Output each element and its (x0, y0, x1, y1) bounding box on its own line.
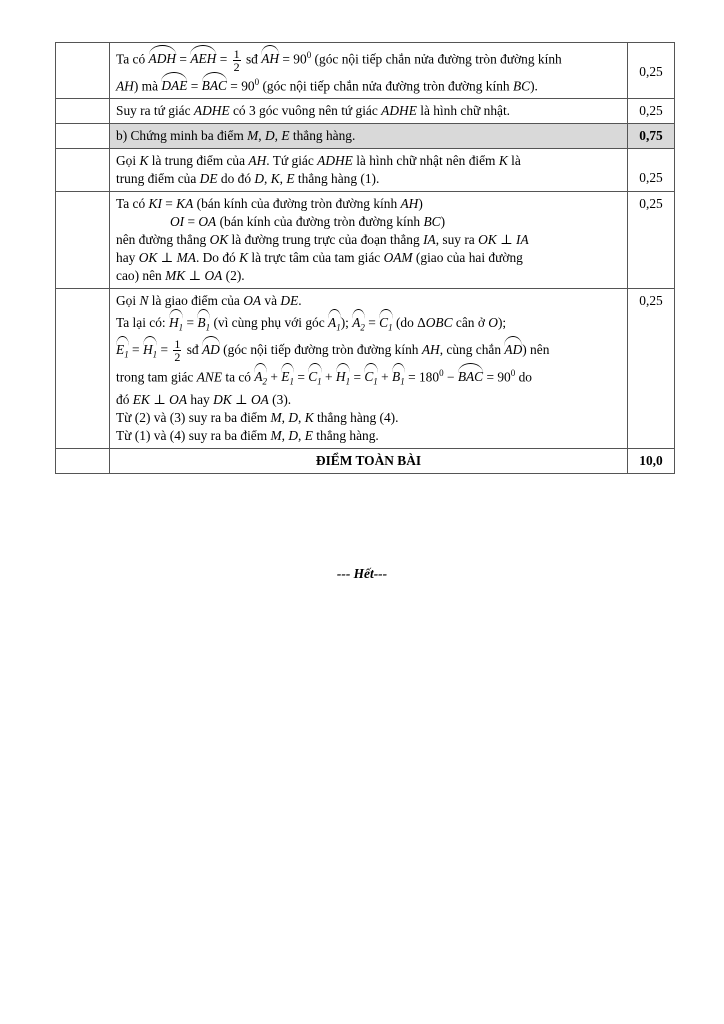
text-run: . (298, 293, 302, 309)
score-cell (628, 149, 675, 192)
text-run: Gọi (116, 293, 140, 309)
math-var: K (304, 409, 314, 425)
arc-index: 1 (205, 323, 211, 334)
math-var: OA (250, 391, 269, 407)
math-var: KA (176, 196, 194, 212)
solution-line (116, 310, 621, 337)
fraction (173, 338, 181, 363)
math-var: E (304, 427, 313, 443)
solution-cell (110, 99, 628, 124)
text-run: do đó (217, 171, 255, 187)
arc-index: 1 (345, 376, 351, 387)
text-run: thẳng hàng. (312, 427, 379, 443)
arc-symbol: $H_1$ (336, 364, 350, 391)
score-value: 0,25 (639, 103, 663, 119)
math-var: ANE (196, 369, 222, 385)
text-run: cao) nên (116, 268, 166, 284)
arc-symbol: AD (202, 337, 220, 359)
math-var: MK (165, 268, 186, 284)
fraction (233, 48, 241, 73)
math-var: ADHE (317, 153, 353, 169)
text-run: + (267, 369, 282, 385)
question-cell (56, 124, 110, 149)
math-var: DE (199, 171, 218, 187)
answer-row (56, 99, 675, 124)
text-run: đó (116, 391, 133, 407)
solution-line (116, 292, 621, 310)
answer-row (56, 124, 675, 149)
text-run: là hình chữ nhật nên điểm (352, 153, 499, 169)
math-var: D (288, 427, 299, 443)
math-var: M (270, 409, 282, 425)
text-run: , (281, 409, 289, 425)
score-cell (628, 43, 675, 99)
text-run: nên đường thẳng (116, 232, 210, 248)
math-var: MA (176, 250, 196, 266)
text-run: Từ (1) và (4) suy ra ba điểm (116, 427, 271, 443)
math-var: ADHE (381, 103, 417, 119)
score-cell (628, 289, 675, 448)
text-run: là trực tâm của tam giác (248, 250, 384, 266)
solution-line (116, 337, 621, 364)
solution-line (116, 249, 621, 267)
total-label: ĐIỂM TOÀN BÀI (110, 448, 628, 473)
text-run: Ta có (116, 51, 149, 67)
arc-symbol: $A_2$ (352, 310, 365, 337)
arc-index: 1 (289, 376, 294, 387)
solution-line (116, 391, 621, 409)
question-cell (56, 149, 110, 192)
degree-sup: 0 (439, 367, 444, 378)
text-run: + (321, 369, 336, 385)
math-var: AH (248, 153, 267, 169)
text-run: , (281, 427, 289, 443)
text-run: ); (340, 315, 353, 331)
text-run: là đường trung trực của đoạn thẳng (228, 232, 424, 248)
text-run: sđ (183, 342, 202, 358)
text-run: , suy ra (435, 232, 479, 248)
solution-line (116, 73, 621, 95)
arc-symbol: AD (504, 337, 522, 359)
text-run: (góc nội tiếp chắn nửa đường tròn đường kính (259, 78, 513, 94)
text-run: = (176, 51, 191, 67)
math-var: M (247, 128, 259, 144)
text-run: là trung điểm của (148, 153, 249, 169)
solution-line (116, 364, 621, 391)
math-var: M (270, 427, 282, 443)
text-run: (góc nội tiếp đường tròn đường kính (219, 342, 422, 358)
text-run: là giao điểm của (148, 293, 244, 309)
text-run: . Do đó (195, 250, 240, 266)
text-run: Ta lại có: (116, 315, 169, 331)
solution-cell (110, 192, 628, 289)
text-run: Từ (2) và (3) suy ra ba điểm (116, 409, 271, 425)
text-run: ⊥ (185, 268, 205, 284)
solution-cell (110, 43, 628, 99)
math-var: OK (478, 232, 497, 248)
solution-line (116, 195, 621, 213)
answer-row (56, 192, 675, 289)
solution-line (116, 170, 621, 188)
text-run: = (161, 196, 177, 212)
text-run: , (298, 409, 305, 425)
arc-index: 1 (152, 349, 158, 360)
math-var: OAM (383, 250, 413, 266)
score-value: 0,75 (639, 128, 663, 144)
arc-index: 1 (178, 323, 184, 334)
answer-row (56, 289, 675, 448)
text-run: là (507, 153, 521, 169)
numerator: 1 (233, 46, 240, 61)
text-run: ⊥ (231, 391, 251, 407)
text-run: ta có (222, 369, 255, 385)
answer-row (56, 149, 675, 192)
arc-index: 2 (360, 323, 365, 334)
text-run: , (258, 128, 265, 144)
arc-symbol: AH (261, 46, 279, 68)
math-var: OI (170, 214, 185, 230)
grading-table (55, 42, 675, 474)
arc-index: 1 (317, 376, 322, 387)
arc-symbol: ADH (149, 46, 177, 68)
text-run: , cùng chắn (439, 342, 505, 358)
total-score: 10,0 (628, 448, 675, 473)
math-var: OA (243, 293, 262, 309)
text-run: , (274, 128, 282, 144)
math-var: D (254, 171, 265, 187)
text-run: ) (418, 196, 423, 212)
arc-symbol: $A_2$ (254, 364, 267, 391)
text-run: + (377, 369, 393, 385)
text-run: Gọi (116, 153, 140, 169)
math-var: BC (512, 78, 531, 94)
math-var: KI (148, 196, 162, 212)
arc-symbol: $C_1$ (379, 310, 392, 337)
arc-symbol: $E_1$ (116, 337, 129, 364)
arc-symbol: BAC (458, 364, 483, 386)
degree-sup: 0 (306, 50, 312, 60)
text-run: thẳng hàng (4). (313, 409, 399, 425)
text-run: ) mà (133, 78, 162, 94)
text-run: là hình chữ nhật. (416, 103, 511, 119)
answer-row (56, 43, 675, 99)
math-var: D (288, 409, 299, 425)
question-cell (56, 99, 110, 124)
text-run: = (128, 342, 143, 358)
math-var: OK (138, 250, 158, 266)
text-run: thẳng hàng. (289, 128, 356, 144)
arc-symbol: $B_1$ (197, 310, 210, 337)
math-var: IA (423, 232, 436, 248)
arc-symbol: AEH (190, 46, 216, 68)
degree-sup: 0 (510, 367, 516, 378)
text-run: (góc nội tiếp chắn nửa đường tròn đường kính (311, 51, 562, 67)
solution-line (116, 267, 621, 285)
text-run: = 90 (279, 51, 307, 67)
text-run: (giao của hai đường (412, 250, 523, 266)
text-run: = 90 (226, 78, 255, 94)
math-var: N (139, 293, 149, 309)
text-run: = (216, 51, 231, 67)
math-var: D (264, 128, 275, 144)
text-run: (bán kính của đường tròn đường kính (193, 196, 401, 212)
arc-symbol: $A_1$ (328, 310, 341, 337)
text-run: ). (530, 78, 538, 94)
text-run: = (183, 315, 198, 331)
text-run: . Tứ giác (266, 153, 318, 169)
denominator: 2 (174, 350, 181, 365)
text-run: ⊥ (157, 250, 177, 266)
text-run: trong tam giác (116, 369, 197, 385)
question-cell (56, 192, 110, 289)
text-run: (vì cùng phụ với góc (210, 315, 329, 331)
math-var: EK (132, 391, 150, 407)
math-var: AH (400, 196, 419, 212)
arc-symbol: BAC (202, 73, 227, 95)
text-run: do (515, 369, 532, 385)
math-var: AH (421, 342, 440, 358)
text-run: ⊥ (496, 232, 517, 248)
score-cell (628, 192, 675, 289)
text-run: , (298, 427, 305, 443)
text-run: , (264, 171, 271, 187)
text-run: hay (116, 250, 139, 266)
text-run: ); (497, 315, 507, 331)
text-run: ) nên (522, 342, 550, 358)
arc-symbol: $B_1$ (392, 364, 405, 391)
text-run: (do Δ (392, 315, 426, 331)
denominator: 2 (233, 59, 240, 74)
math-var: OA (204, 268, 223, 284)
math-var: IA (516, 232, 529, 248)
score-value: 0,25 (639, 293, 663, 309)
text-run: cân ở (452, 315, 489, 331)
score-cell (628, 124, 675, 149)
arc-index: 1 (124, 349, 129, 360)
text-run: sđ (242, 51, 262, 67)
arc-symbol: $H_1$ (169, 310, 183, 337)
text-run: − (443, 369, 458, 385)
math-var: E (286, 171, 295, 187)
solution-line (116, 231, 621, 249)
text-run: (3). (268, 391, 292, 407)
solution-cell (110, 124, 628, 149)
end-mark: --- Hết--- (336, 566, 388, 581)
arc-index: 1 (400, 376, 405, 387)
solution-line (116, 127, 621, 145)
text-run: thẳng hàng (1). (294, 171, 380, 187)
solution-line (116, 409, 621, 427)
math-var: OBC (425, 315, 453, 331)
text-run: = (184, 214, 199, 230)
solution-line (116, 102, 621, 120)
arc-symbol: DAE (161, 73, 187, 95)
math-var: E (281, 128, 290, 144)
math-var: K (239, 250, 249, 266)
math-var: DK (213, 391, 232, 407)
math-var: K (498, 153, 508, 169)
arc-symbol: $E_1$ (281, 364, 294, 391)
text-run: hay (187, 391, 214, 407)
math-var: AH (116, 78, 134, 94)
arc-index: 1 (388, 323, 393, 334)
arc-symbol: $C_1$ (364, 364, 377, 391)
arc-symbol: $H_1$ (143, 337, 157, 364)
score-cell (628, 99, 675, 124)
solution-line (116, 427, 621, 445)
solution-line (116, 152, 621, 170)
text-run: = (157, 342, 172, 358)
math-var: K (270, 171, 280, 187)
math-var: OA (198, 214, 217, 230)
score-value: 0,25 (639, 64, 663, 80)
score-value: 0,25 (639, 196, 663, 212)
question-cell (56, 43, 110, 99)
text-run: có 3 góc vuông nên tứ giác (229, 103, 382, 119)
text-run: = 180 (404, 369, 440, 385)
text-run: và (261, 293, 281, 309)
text-run: Ta có (116, 196, 149, 212)
math-var: O (488, 315, 498, 331)
text-run: = (187, 78, 202, 94)
math-var: ADHE (193, 103, 230, 119)
arc-symbol: $C_1$ (308, 364, 321, 391)
total-row (56, 448, 675, 473)
text-run: (2). (222, 268, 245, 284)
text-run: ⊥ (149, 391, 170, 407)
solution-cell (110, 289, 628, 448)
math-var: OK (209, 232, 229, 248)
text-run: = (350, 369, 365, 385)
text-run: , (279, 171, 287, 187)
solution-cell (110, 149, 628, 192)
math-var: K (139, 153, 149, 169)
arc-index: 1 (336, 323, 341, 334)
arc-index: 1 (373, 376, 378, 387)
math-var: OA (169, 391, 188, 407)
score-value: 0,25 (639, 170, 663, 186)
math-var: BC (423, 214, 441, 230)
arc-index: 2 (262, 376, 268, 387)
text-run: b) Chứng minh ba điểm (116, 128, 248, 144)
numerator: 1 (174, 337, 181, 352)
text-run: = (364, 315, 380, 331)
solution-line (116, 213, 621, 231)
text-run: = (293, 369, 309, 385)
text-run: (bán kính của đường tròn đường kính (216, 214, 424, 230)
solution-line (116, 46, 621, 73)
question-cell (56, 289, 110, 448)
degree-sup: 0 (254, 76, 260, 87)
math-var: DE (280, 293, 299, 309)
text-run: trung điểm của (116, 171, 200, 187)
text-run: = 90 (483, 369, 511, 385)
text-run: ) (440, 214, 446, 230)
text-run: Suy ra tứ giác (116, 103, 194, 119)
